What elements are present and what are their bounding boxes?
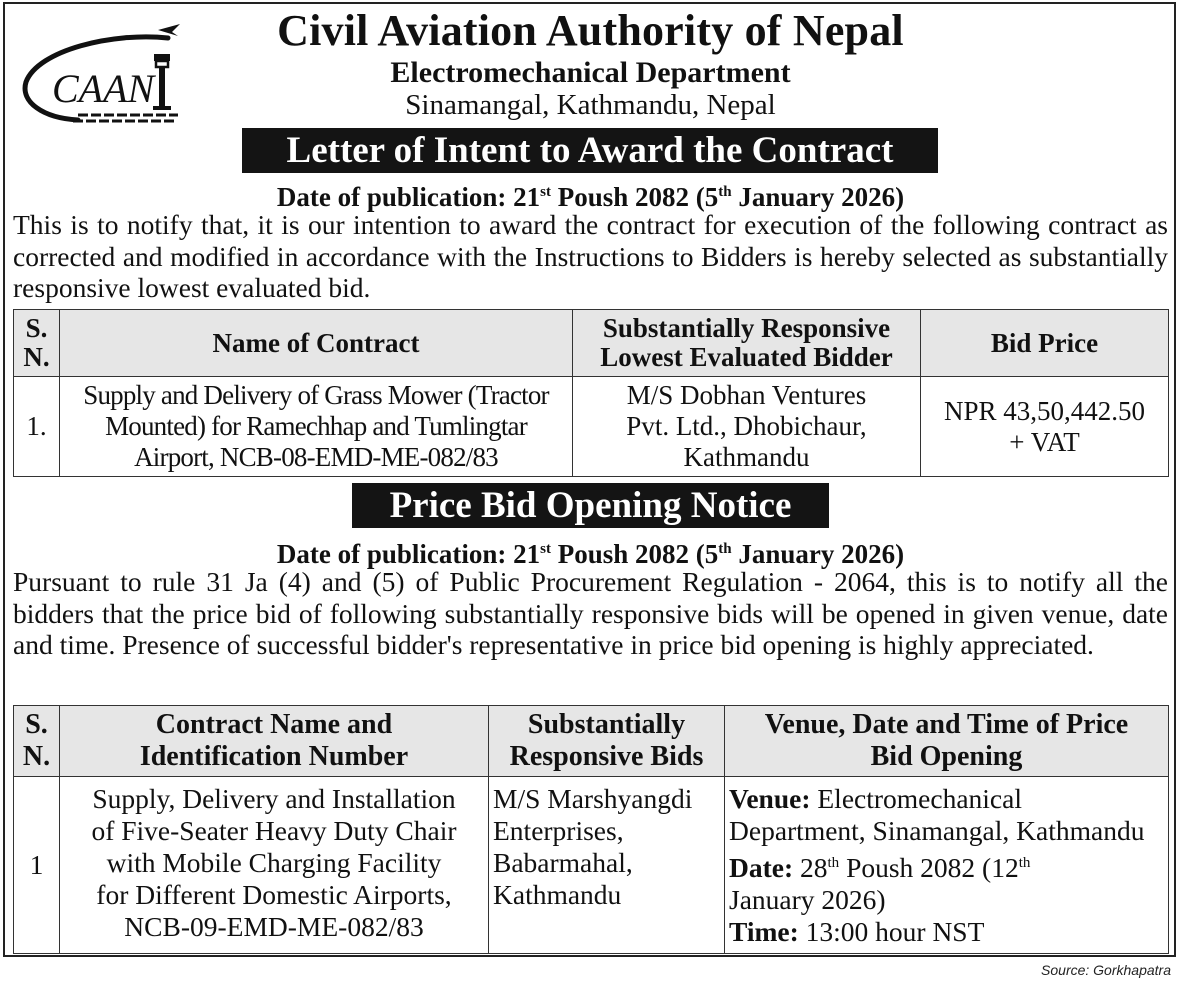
- pbo-row-bidder: M/S Marshyangdi Enterprises, Babarmahal, Kathmandu: [489, 777, 725, 954]
- loi-header-bidder: Substantially Responsive Lowest Evaluated Bidder: [573, 310, 921, 377]
- logo-text: CAAN: [52, 66, 155, 111]
- loi-header-sn: S. N.: [14, 310, 60, 377]
- organization-address: Sinamangal, Kathmandu, Nepal: [405, 89, 776, 121]
- organization-name: Civil Aviation Authority of Nepal: [277, 6, 904, 55]
- pbo-header-venue: Venue, Date and Time of Price Bid Opening: [725, 706, 1169, 777]
- department-name: Electromechanical Department: [390, 56, 791, 89]
- pbo-header-bids: Substantially Responsive Bids: [489, 706, 725, 777]
- pbo-row-venue: Venue: Electromechanical Department, Sinamangal, Kathmandu Date: 28th Poush 2082 (12th January 2026) Time: 13:00 hour NST: [725, 777, 1169, 954]
- pbo-row-sn: 1: [14, 777, 60, 954]
- pbo-row-contract: Supply, Delivery and Installation of Five-Seater Heavy Duty Chair with Mobile Charging Facility for Different Domestic Airports, NCB-09-EMD-ME-082/83: [60, 777, 489, 954]
- loi-publication-date: Date of publication: 21st Poush 2082 (5th January 2026): [276, 182, 905, 212]
- pbo-header-contract: Contract Name and Identification Number: [60, 706, 489, 777]
- table-row: [14, 377, 1169, 477]
- pbo-table-header: [14, 706, 1169, 777]
- pbo-intro: Pursuant to rule 31 Ja (4) and (5) of Public Procurement Regulation - 2064, this is to notify all the bidders that the price bid of following substantially responsive bids will be opened in given venue, date and time. Presence of successful bidder's representative in price bid opening is highly appreciated.: [13, 566, 1168, 660]
- pbo-publication-date: Date of publication: 21st Poush 2082 (5th January 2026): [276, 539, 905, 569]
- loi-header-price: Bid Price: [921, 310, 1169, 377]
- loi-row-price: NPR 43,50,442.50 + VAT: [921, 377, 1169, 477]
- pbo-table: [13, 705, 1169, 954]
- source-credit: Source: Gorkhapatra: [1041, 962, 1171, 978]
- pbo-header-sn: S. N.: [14, 706, 60, 777]
- loi-row-sn: 1.: [14, 377, 60, 477]
- table-row: [14, 777, 1169, 954]
- loi-row-bidder: M/S Dobhan Ventures Pvt. Ltd., Dhobichaur, Kathmandu: [573, 377, 921, 477]
- loi-title: Letter of Intent to Award the Contract: [242, 128, 938, 173]
- pbo-title: Price Bid Opening Notice: [352, 483, 829, 528]
- loi-intro: This is to notify that, it is our intention to award the contract for execution of the following contract as corrected and modified in accordance with the Instructions to Bidders is hereby selected as substantially responsive lowest evaluated bid.: [13, 209, 1168, 303]
- loi-table: [13, 309, 1169, 477]
- loi-row-contract: Supply and Delivery of Grass Mower (Tractor Mounted) for Ramechhap and Tumlingtar Airport, NCB-08-EMD-ME-082/83: [60, 377, 573, 477]
- loi-table-header: [14, 310, 1169, 377]
- loi-header-contract: Name of Contract: [60, 310, 573, 377]
